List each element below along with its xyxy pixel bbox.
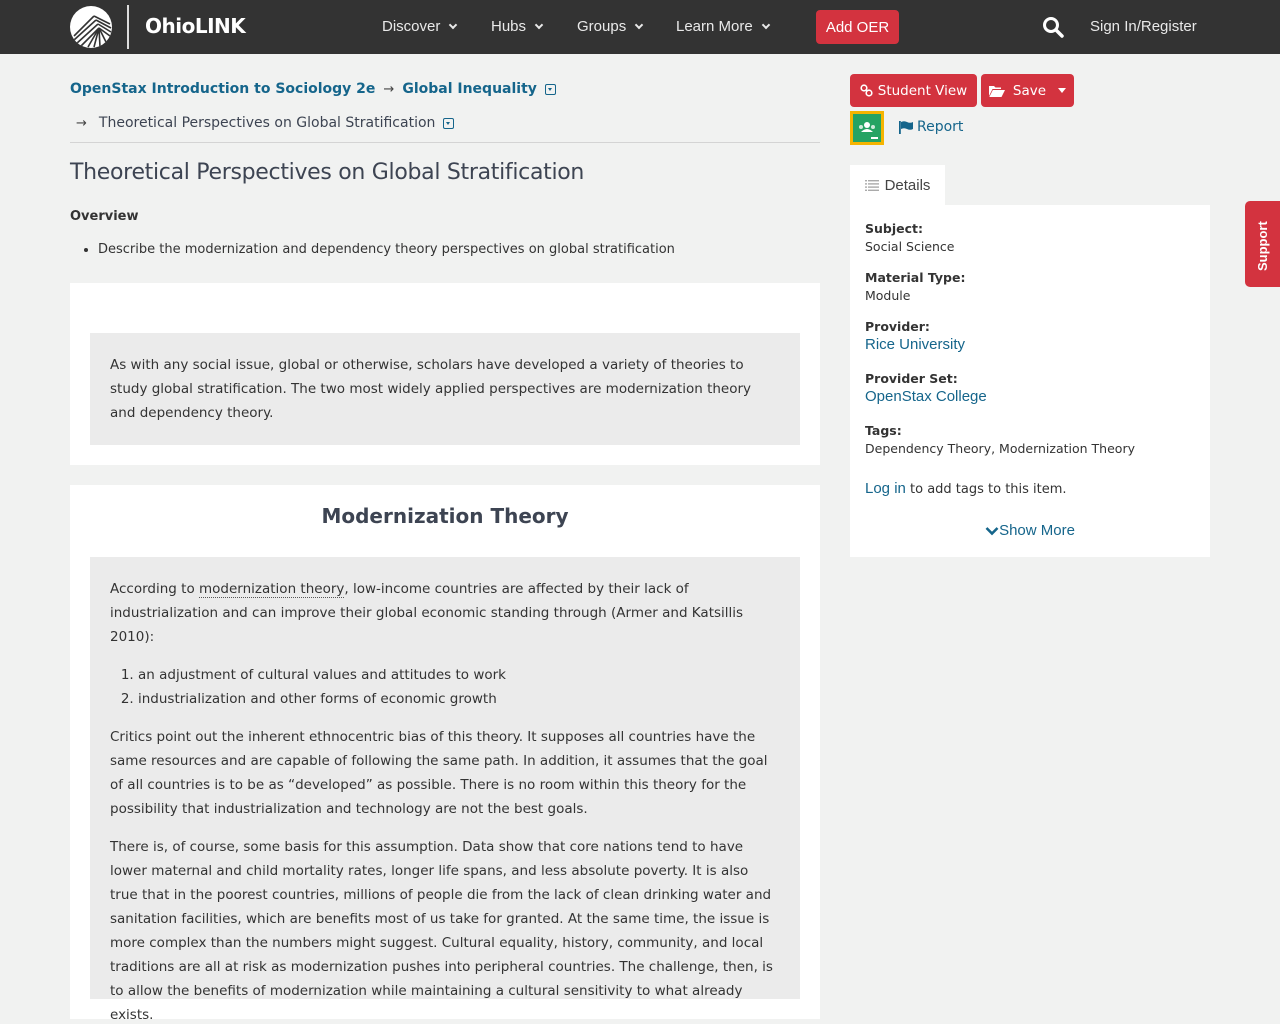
breadcrumb-item-chapter[interactable]: Global Inequality (402, 81, 537, 97)
detail-material-type (865, 270, 965, 303)
save-label: Save (1012, 82, 1047, 99)
brand-name[interactable]: OhioLINK (145, 14, 246, 38)
numbered-list (138, 663, 780, 711)
caret-square-down-icon[interactable] (545, 84, 556, 95)
provider-label: Provider: (865, 319, 930, 334)
breadcrumb-row-2 (76, 115, 454, 131)
chevron-down-icon (449, 20, 457, 28)
student-view-button[interactable] (850, 74, 977, 107)
paragraph-1 (110, 577, 780, 649)
google-classroom-icon (853, 114, 881, 142)
sign-in-register-link[interactable]: Sign In/Register (1090, 18, 1197, 35)
support-tab[interactable] (1245, 201, 1280, 287)
folder-open-icon (989, 85, 1005, 97)
overview-list (98, 242, 675, 257)
paragraph-2: Critics point out the inherent ethnocentric bias of this theory. It supposes all countries have the same resources and are capable of following the same path. In addition, it assumes that the goal of all countries is to be as “developed” as possible. There is no room within this theory for the possibility that industrialization and technology are not the best goals. (110, 729, 768, 817)
breadcrumb-divider (70, 142, 820, 143)
breadcrumb-item-current: Theoretical Perspectives on Global Stratification (98, 115, 436, 131)
detail-tags (865, 423, 1135, 456)
report-label: Report (917, 119, 964, 135)
overview-heading: Overview (70, 209, 139, 224)
details-panel (850, 205, 1210, 557)
caret-down-icon (1058, 88, 1066, 93)
nav-discover-label: Discover (382, 18, 441, 35)
link-icon (860, 84, 873, 97)
report-link[interactable] (899, 119, 963, 135)
intro-card (70, 283, 820, 465)
search-icon[interactable] (1042, 16, 1064, 38)
nav-hubs-label: Hubs (491, 18, 527, 35)
provider-set-label: Provider Set: (865, 371, 958, 386)
support-label: Support (1255, 221, 1270, 271)
google-classroom-share-button[interactable] (850, 111, 884, 145)
show-more-button[interactable] (850, 522, 1210, 539)
chevron-down-icon (761, 20, 769, 28)
nav-hubs[interactable] (491, 18, 542, 35)
tags-value: Dependency Theory, Modernization Theory (865, 441, 1135, 456)
intro-note (90, 333, 800, 445)
list-icon (865, 180, 879, 191)
paragraph-3: There is, of course, some basis for this assumption. Data show that core nations tend to have lower maternal and child mortality rates, longer life spans, and less absolute poverty. It is also true that in the poorest countries, millions of people die from the lack of clean drinking water and sanitation facilities, which are benefits most of us take for granted. At the same time, the issue is more complex than the numbers might suggest. Cultural equality, history, community, and local traditions are all at risk as modernization pushes into peripheral countries. The challenge, then, is to allow the benefits of modernization while maintaining a cultural sensitivity to what already exists. (110, 839, 773, 1023)
detail-subject (865, 221, 955, 254)
chevron-down-icon (535, 20, 543, 28)
tags-label: Tags: (865, 423, 902, 438)
provider-set-link[interactable]: OpenStax College (865, 388, 987, 405)
add-oer-button[interactable]: Add OER (816, 10, 899, 44)
material-type-value: Module (865, 288, 911, 303)
login-link[interactable]: Log in (865, 480, 906, 497)
chevron-down-icon (635, 20, 643, 28)
nav-groups-label: Groups (577, 18, 627, 35)
nav-groups[interactable] (577, 18, 642, 35)
caret-square-down-icon[interactable] (443, 118, 454, 129)
ohiolink-logo-icon[interactable] (70, 6, 112, 48)
show-more-label: Show More (999, 522, 1075, 539)
breadcrumb-item-book[interactable]: OpenStax Introduction to Sociology 2e (70, 81, 376, 97)
list-item: 1. an adjustment of cultural values and attitudes to work (138, 663, 780, 687)
login-text: to add tags to this item. (905, 482, 1067, 497)
tab-details[interactable] (850, 165, 945, 205)
paragraph-1-lead: According to (110, 581, 199, 597)
top-navbar (0, 0, 1280, 54)
breadcrumb (70, 81, 556, 97)
paragraph-1-rest: , low-income countries are affected by their lack of industrialization and can improve their global economic standing through (Armer and Katsillis 2010): (110, 581, 744, 645)
section-heading: Modernization Theory (321, 504, 569, 528)
overview-item: • Describe the modernization and dependency theory perspectives on global stratification (98, 242, 675, 257)
nav-learn-more[interactable] (676, 18, 769, 35)
modernization-note (90, 557, 800, 1023)
page-title: Theoretical Perspectives on Global Stratification (70, 160, 585, 185)
subject-value: Social Science (865, 239, 955, 254)
nav-learn-more-label: Learn More (676, 18, 753, 35)
flag-icon (899, 121, 913, 134)
provider-link[interactable]: Rice University (865, 336, 966, 353)
modernization-card (70, 485, 820, 1023)
detail-provider-set (865, 371, 987, 405)
chevron-down-icon (985, 526, 999, 536)
nav-discover[interactable] (382, 18, 456, 35)
intro-text: As with any social issue, global or otherwise, scholars have developed a variety of theories to study global stratification. The two most widely applied perspectives are modernization theory and dependency theory. (110, 357, 752, 421)
login-to-tag (865, 480, 1067, 497)
student-view-label: Student View (877, 82, 968, 99)
breadcrumb-separator: → (76, 115, 87, 131)
detail-provider (865, 319, 965, 353)
material-type-label: Material Type: (865, 270, 966, 285)
glossary-term-modernization-theory[interactable]: modernization theory (199, 581, 345, 597)
tab-details-label: Details (884, 176, 931, 194)
subject-label: Subject: (865, 221, 923, 236)
breadcrumb-separator: → (383, 81, 395, 97)
save-button[interactable] (981, 74, 1074, 107)
logo-divider (127, 5, 129, 49)
list-item: 2. industrialization and other forms of economic growth (138, 687, 780, 711)
